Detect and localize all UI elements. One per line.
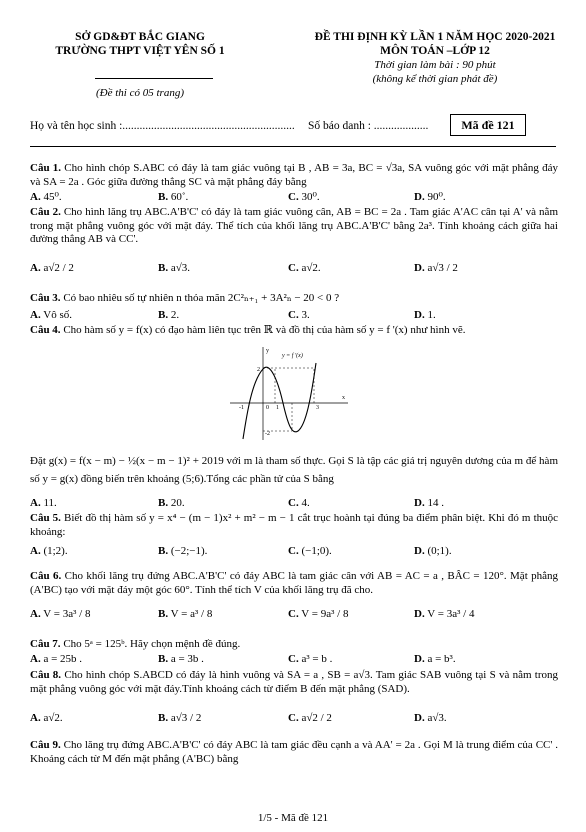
time-limit: Thời gian làm bài : 90 phút <box>374 59 496 71</box>
header-left <box>30 30 250 58</box>
question-8: Câu 8. Cho hình chóp S.ABCD có đáy là hình vuông và SA = a , SB = a√3. Tam giác SAB vuông tại S và nằm trong mặt phẳng vuông góc với mặt đáy.Tính khoảng cách từ điểm B đến mặt phẳng (SAD). <box>30 669 559 695</box>
question-text: Cho khối lăng trụ đứng ABC.A'B'C' có đáy ABC là tam giác cân với AB = AC = a , BÂC = 120°. Mặt phẳng (A'BC) tạo với mặt đáy một góc 60°. Tính thể tích V của khối lăng trụ đã cho. <box>30 570 559 596</box>
question-5: Câu 5. Biết đồ thị hàm số y = x⁴ − (m − 1)x² + m² − m − 1 cắt trục hoành tại đúng ba điểm phân biệt. Khi đó m thuộc khoảng: <box>30 512 559 538</box>
tick-x-1: 1 <box>276 405 279 411</box>
exam-title: ĐỀ THI ĐỊNH KỲ LẦN 1 NĂM HỌC 2020-2021 <box>314 31 556 43</box>
option-a[interactable]: A. (1;2). <box>30 545 68 557</box>
option-d[interactable]: D. a√3 / 2 <box>414 262 458 274</box>
page-footer: 1/5 - Mã đề 121 <box>257 812 329 824</box>
school-name: TRƯỜNG THPT VIỆT YÊN SỐ 1 <box>55 45 225 57</box>
option-b[interactable]: B. V = a³ / 8 <box>158 608 213 620</box>
option-b[interactable]: B. 60˚. <box>158 191 189 203</box>
option-a[interactable]: A. V = 3a³ / 8 <box>30 608 91 620</box>
time-note: (không kể thời gian phát đề) <box>372 73 498 85</box>
tick-x-3: 3 <box>316 405 319 411</box>
question-text: Đặt g(x) = f(x − m) − ½(x − m − 1)² + 2019 với m là tham số thực. Gọi S là tập các giá trị nguyên dương của m để hàm số y = g(x) đồng biến trên khoảng (5;6).Tổng các phần tử của S bằng <box>30 455 558 485</box>
question-text: Cho hình chóp S.ABC có đáy là tam giác vuông tại B , AB = 3a, BC = √3a, SA vuông góc với mặt phẳng đáy và SA = 2a . Góc giữa đường thẳng SC và mặt phẳng đáy bằng <box>30 162 558 188</box>
option-b[interactable]: B. a√3. <box>158 262 191 274</box>
option-c[interactable]: C. V = 9a³ / 8 <box>288 608 349 620</box>
question-2: Câu 2. Cho hình lăng trụ ABC.A'B'C' có đáy là tam giác vuông cân, AB = BC = 2a . Tam giác A'AC cân tại A' và nằm trong mặt phẳng vuông góc với mặt đáy. Thể tích của khối lăng trụ ABC.A'B'C' bằng 2a³. Tính khoảng cách giữa hai đường thẳng AB và CC'. <box>30 206 558 245</box>
question-9: Câu 9. Cho lăng trụ đứng ABC.A'B'C' có đáy ABC là tam giác đều cạnh a và AA' = 2a . Gọi M là trung điểm của CC' . Khoảng cách từ M đến mặt phẳng (A'BC) bằng <box>30 739 558 765</box>
header-rule <box>30 146 556 147</box>
question-4-part-2 <box>30 452 558 488</box>
option-d[interactable]: D. 90⁰. <box>414 191 446 203</box>
question-3: Câu 3. Có bao nhiêu số tự nhiên n thỏa mãn 2C²ₙ₊₁ + 3A²ₙ − 20 < 0 ? <box>30 292 340 304</box>
x-axis-label: x <box>342 395 345 401</box>
subject: MÔN TOÁN –LỚP 12 <box>380 45 490 57</box>
question-label: Câu 1. <box>30 162 62 174</box>
option-c[interactable]: C. 30⁰. <box>288 191 320 203</box>
question-text: Cho hàm số y = f(x) có đạo hàm liên tục trên ℝ và đồ thị của hàm số y = f '(x) như hình vẽ. <box>63 324 466 336</box>
option-d[interactable]: D. a√3. <box>414 712 447 724</box>
question-text: Cho hình lăng trụ ABC.A'B'C' có đáy là tam giác vuông cân, AB = BC = 2a . Tam giác A'AC cân tại A' và nằm trong mặt phẳng vuông góc với mặt đáy. Thể tích của khối lăng trụ ABC.A'B'C' bằng 2a³. Tính khoảng cách giữa hai đường thẳng AB và CC'. <box>30 206 558 245</box>
tick-x-0: 0 <box>266 405 269 411</box>
tick-y-2: 2 <box>257 367 260 373</box>
y-axis-label: y <box>266 348 269 354</box>
question-7: Câu 7. Cho 5ᵃ = 125ᵇ. Hãy chọn mệnh đề đúng. <box>30 638 241 650</box>
question-text: Cho lăng trụ đứng ABC.A'B'C' có đáy ABC là tam giác đều cạnh a và AA' = 2a . Gọi M là trung điểm của CC' . Khoảng cách từ M đến mặt phẳng (A'BC) bằng <box>30 739 558 765</box>
option-b[interactable]: B. (−2;−1). <box>158 545 208 557</box>
curve-fprime <box>243 363 316 439</box>
option-c[interactable]: C. (−1;0). <box>288 545 332 557</box>
question-6: Câu 6. Cho khối lăng trụ đứng ABC.A'B'C' có đáy ABC là tam giác cân với AB = AC = a , BÂC = 120°. Mặt phẳng (A'BC) tạo với mặt đáy một góc 60°. Tính thể tích V của khối lăng trụ đã cho. <box>30 570 559 596</box>
option-b[interactable]: B. a√3 / 2 <box>158 712 202 724</box>
header-divider <box>95 78 213 79</box>
option-a[interactable]: A. a = 25b . <box>30 653 83 665</box>
tick-y-m2: -2 <box>265 431 270 437</box>
question-text: Cho hình chóp S.ABCD có đáy là hình vuông và SA = a , SB = a√3. Tam giác SAB vuông tại S và nằm trong mặt phẳng vuông góc với mặt đáy.Tính khoảng cách từ điểm B đến mặt phẳng (SAD). <box>30 669 559 695</box>
question-text: Có bao nhiêu số tự nhiên n thỏa mãn 2C²ₙ₊₁ + 3A²ₙ − 20 < 0 ? <box>63 292 340 304</box>
header-right <box>300 30 570 86</box>
dept-name: SỞ GD&ĐT BẮC GIANG <box>75 31 205 43</box>
option-a[interactable]: A. Vô số. <box>30 309 72 321</box>
option-c[interactable]: C. a√2 / 2 <box>288 712 332 724</box>
option-a[interactable]: A. a√2 / 2 <box>30 262 74 274</box>
question-1 <box>30 162 558 189</box>
student-name-field: Họ và tên học sinh :............................................................ <box>30 120 295 132</box>
derivative-graph <box>226 343 352 443</box>
option-d[interactable]: D. V = 3a³ / 4 <box>414 608 475 620</box>
pages-note: (Đề thi có 05 trang) <box>96 87 184 99</box>
option-b[interactable]: B. 2. <box>158 309 180 321</box>
option-a[interactable]: A. 45⁰. <box>30 191 62 203</box>
option-a[interactable]: A. 11. <box>30 497 57 509</box>
option-b[interactable]: B. a = 3b . <box>158 653 204 665</box>
tick-x-m1: -1 <box>239 405 244 411</box>
option-d[interactable]: D. a = b³. <box>414 653 456 665</box>
curve-label: y = f '(x) <box>282 353 303 359</box>
option-d[interactable]: D. (0;1). <box>414 545 452 557</box>
option-b[interactable]: B. 20. <box>158 497 185 509</box>
option-c[interactable]: C. 3. <box>288 309 310 321</box>
option-d[interactable]: D. 1. <box>414 309 436 321</box>
option-c[interactable]: C. a√2. <box>288 262 321 274</box>
candidate-number-field: Số báo danh : ................... <box>308 120 429 132</box>
question-text: Biết đồ thị hàm số y = x⁴ − (m − 1)x² + m² − m − 1 cắt trục hoành tại đúng ba điểm phân biệt. Khi đó m thuộc khoảng: <box>30 512 559 538</box>
question-4: Câu 4. Cho hàm số y = f(x) có đạo hàm liên tục trên ℝ và đồ thị của hàm số y = f '(x) như hình vẽ. <box>30 324 466 336</box>
option-d[interactable]: D. 14 . <box>414 497 444 509</box>
option-c[interactable]: C. a³ = b . <box>288 653 333 665</box>
option-a[interactable]: A. a√2. <box>30 712 63 724</box>
exam-code-box: Mã đề 121 <box>450 114 526 136</box>
option-c[interactable]: C. 4. <box>288 497 310 509</box>
question-text: Cho 5ᵃ = 125ᵇ. Hãy chọn mệnh đề đúng. <box>63 638 241 650</box>
